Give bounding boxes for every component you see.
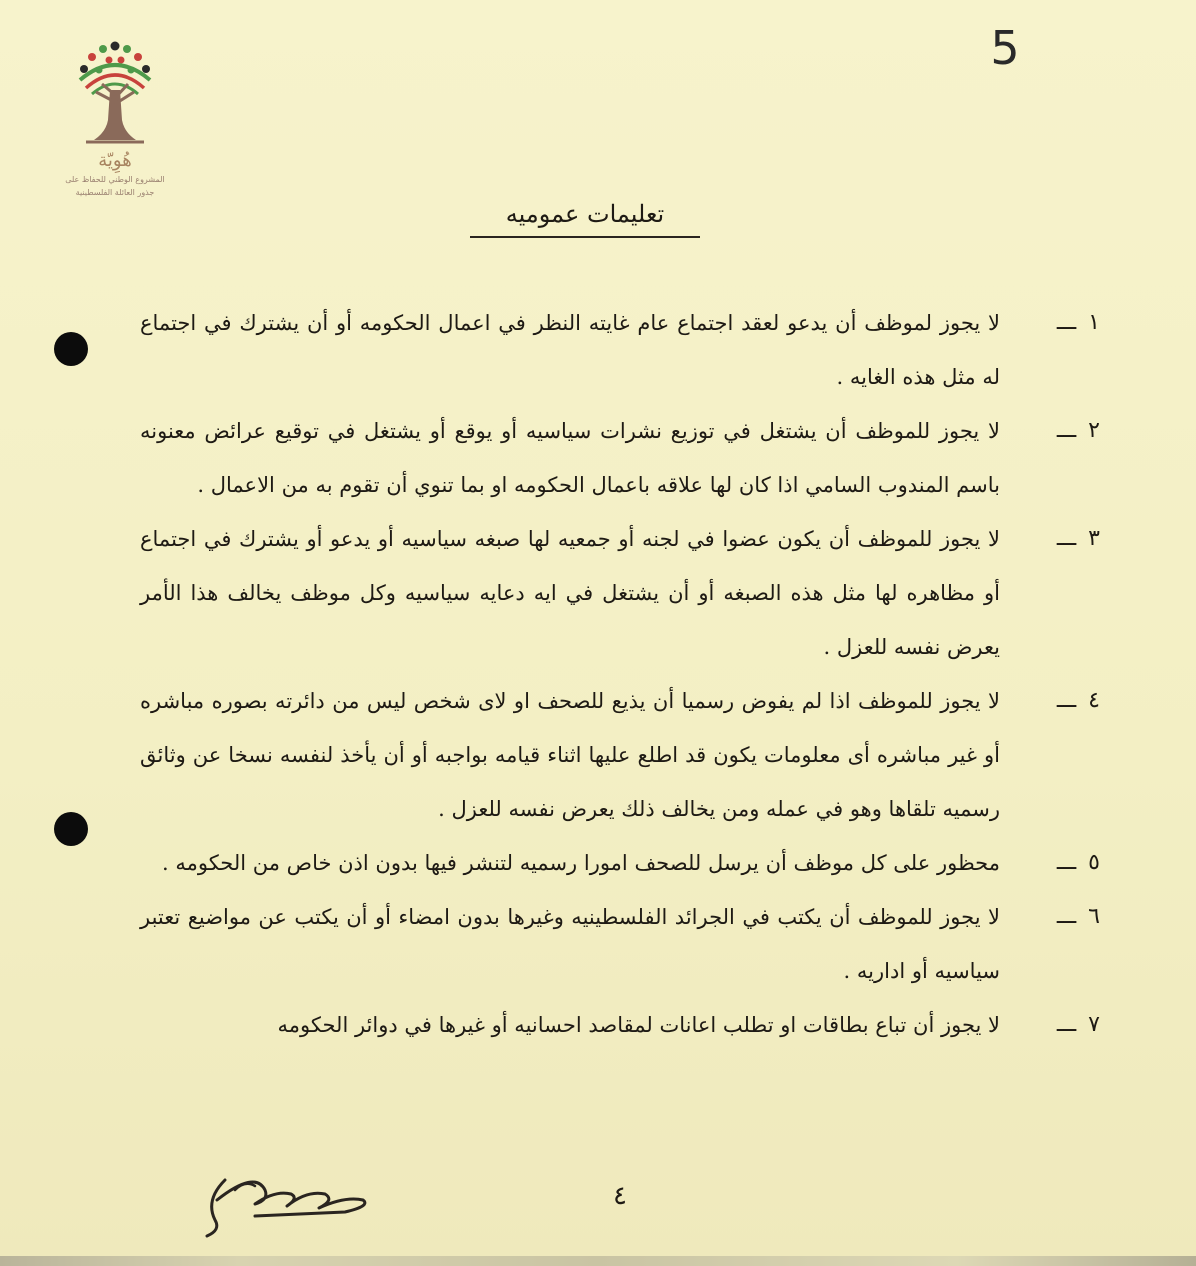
item-number: ٥ [1088, 850, 1100, 875]
item-text: لا يجوز للموظف اذا لم يفوض رسميا أن يذيع للصحف او لاى شخص ليس من دائرته بصوره مباشره أو غير مباشره أى معلومات يكون قد اطلع عليها اثناء قيامه بواجبه أو أن يأخذ لنفسه نسخا عن وثائق رسميه تلقاها وهو في عمله ومن يخالف ذلك يعرض نفسه للعزل . [140, 689, 1000, 821]
item-number: ٤ [1088, 688, 1100, 713]
item-number: ١ [1088, 310, 1100, 335]
item-number: ٧ [1088, 1012, 1100, 1037]
list-item: ٧ـــ لا يجوز أن تباع بطاقات او تطلب اعانات لمقاصد احسانيه أو غيرها في دوائر الحكومه [140, 998, 1100, 1052]
list-item: ١ـــ لا يجوز لموظف أن يدعو لعقد اجتماع عام غايته النظر في اعمال الحكومه أو أن يشترك في اجتماع له مثل هذه الغايه . [140, 296, 1100, 404]
footer-mark: ٤ [613, 1181, 627, 1211]
list-item: ٦ـــ لا يجوز للموظف أن يكتب في الجرائد الفلسطينيه وغيرها بدون امضاء أو أن يكتب عن مواضيع تعتبر سياسيه أو اداريه . [140, 890, 1100, 998]
logo-subtitle-line2: جذور العائلة الفلسطينية [75, 188, 155, 197]
list-item: ٣ـــ لا يجوز للموظف أن يكون عضوا في لجنه أو جمعيه لها صبغه سياسيه أو يدعو أو يشترك في اجتماع أو مظاهره لها مثل هذه الصبغه أو أن يشتغل في ايه دعايه سياسيه وكل موظف يخالف هذا الأمر يعرض نفسه للعزل . [140, 512, 1100, 674]
item-text: لا يجوز للموظف أن يكتب في الجرائد الفلسطينيه وغيرها بدون امضاء أو أن يكتب عن مواضيع تعتبر سياسيه أو اداريه . [140, 905, 1000, 983]
item-number: ٣ [1088, 526, 1100, 551]
instructions-list [140, 296, 1100, 1052]
list-item: ٤ـــ لا يجوز للموظف اذا لم يفوض رسميا أن يذيع للصحف او لاى شخص ليس من دائرته بصوره مباشره أو غير مباشره أى معلومات يكون قد اطلع عليها اثناء قيامه بواجبه أو أن يأخذ لنفسه نسخا عن وثائق رسميه تلقاها وهو في عمله ومن يخالف ذلك يعرض نفسه للعزل . [140, 674, 1100, 836]
logo-subtitle-line1: المشروع الوطني للحفاظ على [65, 175, 165, 184]
item-number: ٦ [1088, 904, 1100, 929]
item-text: محظور على كل موظف أن يرسل للصحف امورا رسميه لتنشر فيها بدون اذن خاص من الحكومه . [162, 851, 1000, 875]
item-text: لا يجوز للموظف أن يكون عضوا في لجنه أو جمعيه لها صبغه سياسيه أو يدعو أو يشترك في اجتماع أو مظاهره لها مثل هذه الصبغه أو أن يشتغل في ايه دعايه سياسيه وكل موظف يخالف هذا الأمر يعرض نفسه للعزل . [140, 527, 1000, 659]
punch-hole [54, 812, 88, 846]
item-number: ٢ [1088, 418, 1100, 443]
logo-title: هُوِيّة [98, 150, 132, 171]
list-item: ٥ـــ محظور على كل موظف أن يرسل للصحف امورا رسميه لتنشر فيها بدون اذن خاص من الحكومه . [140, 836, 1100, 890]
scan-edge [0, 1256, 1196, 1266]
item-text: لا يجوز للموظف أن يشتغل في توزيع نشرات سياسيه أو يوقع أو يشتغل في توقيع عرائض معنونه باسم المندوب السامي اذا كان لها علاقه باعمال الحكومه او بما تنوي أن تقوم به من الاعمال . [140, 419, 1000, 497]
handwritten-signature [195, 1160, 375, 1240]
item-text: لا يجوز أن تباع بطاقات او تطلب اعانات لمقاصد احسانيه أو غيرها في دوائر الحكومه [277, 1013, 1000, 1037]
list-item: ٢ـــ لا يجوز للموظف أن يشتغل في توزيع نشرات سياسيه أو يوقع أو يشتغل في توقيع عرائض معنونه باسم المندوب السامي اذا كان لها علاقه باعمال الحكومه او بما تنوي أن تقوم به من الاعمال . [140, 404, 1100, 512]
page-number: 5 [990, 21, 1020, 75]
logo [50, 40, 180, 230]
item-text: لا يجوز لموظف أن يدعو لعقد اجتماع عام غايته النظر في اعمال الحكومه أو أن يشترك في اجتماع له مثل هذه الغايه . [140, 311, 1000, 389]
punch-hole [54, 332, 88, 366]
family-tree-icon [72, 40, 158, 148]
document-heading: تعليمات عموميه [470, 196, 700, 238]
